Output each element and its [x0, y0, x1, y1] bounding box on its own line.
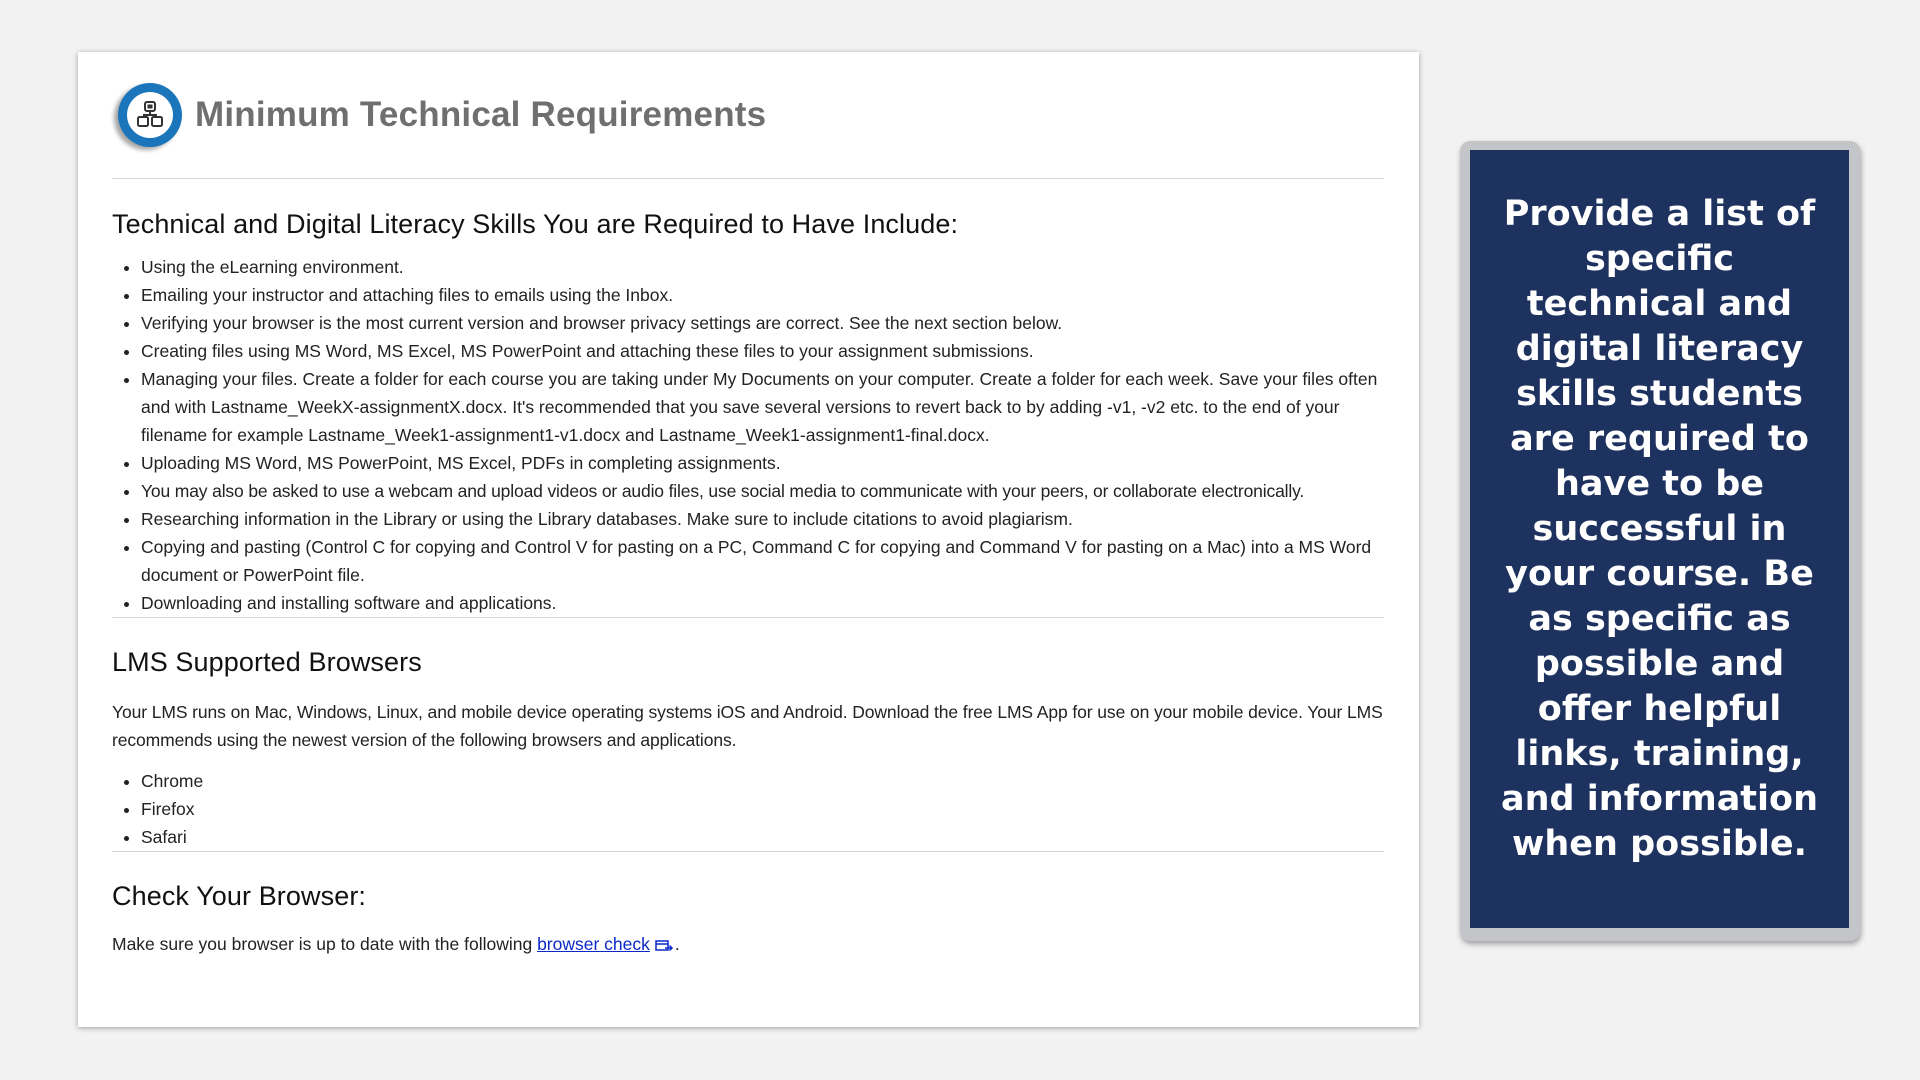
- list-item: • Emailing your instructor and attaching files to emails using the Inbox.: [141, 281, 1384, 309]
- sitemap-icon: [127, 92, 173, 138]
- list-item: • Using the eLearning environment.: [141, 253, 1384, 281]
- browsers-heading: LMS Supported Browsers: [112, 647, 422, 677]
- list-item: • Creating files using MS Word, MS Excel, MS PowerPoint and attaching these files to your assignment submissions.: [141, 337, 1384, 365]
- list-item: • Downloading and installing software and applications.: [141, 589, 1384, 617]
- divider: [112, 617, 1384, 618]
- list-item: • Safari: [141, 823, 1384, 851]
- list-item: • Firefox: [141, 795, 1384, 823]
- check-browser-text: [112, 930, 1384, 961]
- instruction-panel: [1470, 150, 1849, 928]
- browsers-paragraph: Your LMS runs on Mac, Windows, Linux, and mobile device operating systems iOS and Android. Download the free LMS App for use on your mobile device. Your LMS recommends using the newest version of the following browsers and applications.: [112, 702, 1383, 750]
- instruction-text: Provide a list of specific technical and digital literacy skills students are required to have to be successful in your course. Be as specific as possible and offer helpful links, training, and information when possible.: [1501, 194, 1818, 864]
- check-browser-heading: Check Your Browser:: [112, 881, 367, 911]
- browsers-list: [112, 767, 1384, 851]
- list-item: • Chrome: [141, 767, 1384, 795]
- skills-heading: Technical and Digital Literacy Skills You are Required to Have Include:: [112, 209, 959, 239]
- course-logo: [118, 83, 182, 147]
- page-header: [112, 74, 1384, 156]
- list-item: • Uploading MS Word, MS PowerPoint, MS Excel, PDFs in completing assignments.: [141, 449, 1384, 477]
- skills-list: [112, 253, 1384, 617]
- list-item: • Verifying your browser is the most current version and browser privacy settings are correct. See the next section below.: [141, 309, 1384, 337]
- content-card: [78, 52, 1419, 1027]
- list-item: • You may also be asked to use a webcam and upload videos or audio files, use social media to communicate with your peers, or collaborate electronically.: [141, 477, 1384, 505]
- page-title: Minimum Technical Requirements: [195, 95, 767, 134]
- check-browser-prefix: Make sure you browser is up to date with the following: [112, 934, 538, 954]
- browser-check-link[interactable]: [537, 934, 675, 954]
- list-item: • Managing your files. Create a folder for each course you are taking under My Documents on your computer. Create a folder for each week. Save your files often and with Lastname_WeekX-assignmentX.docx. It's recommended that you save several versions to revert back to by adding -v1, -v2 etc. to the end of your filename for example Lastname_Week1-assignment1-v1.docx and Lastname_Week1-assignment1-final.docx.: [141, 365, 1384, 449]
- external-link-icon: [655, 933, 675, 961]
- divider: [112, 851, 1384, 852]
- list-item: • Copying and pasting (Control C for copying and Control V for pasting on a PC, Command C for copying and Command V for pasting on a Mac) into a MS Word document or PowerPoint file.: [141, 533, 1384, 589]
- list-item: • Researching information in the Library or using the Library databases. Make sure to include citations to avoid plagiarism.: [141, 505, 1384, 533]
- browser-check-link-label: browser check: [537, 934, 650, 954]
- divider: [112, 178, 1384, 179]
- check-browser-suffix: .: [674, 934, 680, 954]
- instruction-panel-frame: [1460, 141, 1860, 941]
